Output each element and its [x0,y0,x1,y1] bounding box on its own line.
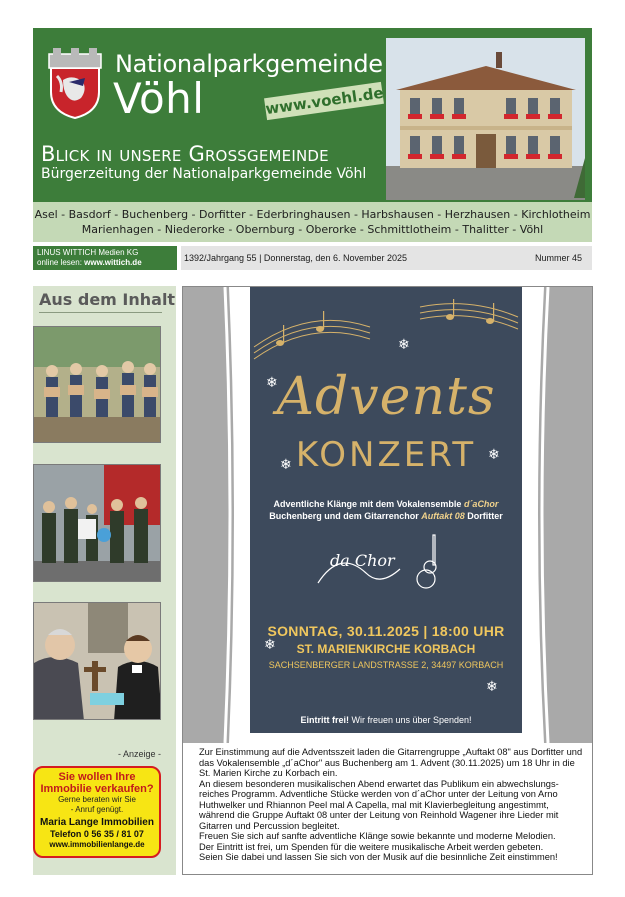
poster-address: SACHSENBERGER LANDSTRASSE 2, 34497 KORBACH [268,660,504,670]
online-url[interactable]: www.wittich.de [84,258,142,267]
coat-of-arms-icon [43,46,107,120]
sidebar-contents [33,286,176,875]
tagline: Bürgerzeitung der Nationalparkgemeinde Vöhl [41,166,367,182]
sidebar-heading: Aus dem Inhalt [39,290,176,309]
photo-award-handover[interactable] [33,602,161,720]
poster-intro-part2: Buchenberg und dem Gitarrenchor [269,511,422,521]
frame-left-panel [183,287,241,743]
town-hall-photo [386,38,585,200]
svg-text:❄: ❄ [280,457,292,473]
subtitle-blick: Blick in unsere Grossgemeinde [41,142,329,166]
article-paragraph: Seien Sie dabei und lassen Sie sich von der Musik auf die besinnliche Zeit einstimmen! [199,852,558,862]
ad-line-2: - Anruf genügt. [70,805,124,814]
svg-text:❄: ❄ [488,447,500,463]
poster-free-entry: Eintritt frei! [300,715,349,725]
places-list [33,202,592,242]
poster-choir-name: d´aChor [463,499,499,509]
title-nationalparkgemeinde: Nationalparkgemeinde [115,50,383,78]
issue-info-bar [33,246,592,270]
article-paragraph: Zur Einstimmung auf die Adventsszeit laden die Gitarrengruppe „Auftakt 08" aus Dorfitter und das Vokalensemble „d´aChor" aus Buchenberg am 1. Advent (30.11.2025) um 18 Uhr in die St. Marien Kirche zu Korbach ein. [199,747,583,778]
photo-children-boxes[interactable] [33,326,161,443]
ad-line-1: Gerne beraten wir Sie [58,795,136,804]
title-voehl: Vöhl [113,74,205,123]
article-paragraph: Freuen Sie sich auf sanfte adventliche Klänge sowie bekannte und moderne Melodien. [199,831,556,841]
ad-url[interactable]: www.immobilienlange.de [49,840,145,849]
places-line-1: Asel - Basdorf - Buchenberg - Dorfitter - Ederbringhausen - Harbshausen - Herzhausen - Kirchlotheim [34,208,591,221]
website-badge[interactable]: www.voehl.de [264,83,385,119]
ad-headline-2: Immobilie verkaufen? [40,783,154,795]
svg-text:❄: ❄ [398,337,410,353]
ad-headline-1: Sie wollen Ihre [58,771,136,783]
real-estate-ad[interactable] [33,766,161,858]
poster-intro [258,498,514,522]
issue-number: Nummer 45 [534,253,582,263]
svg-text:❄: ❄ [486,679,498,695]
publisher-name: LINUS WITTICH Medien KG [37,248,139,257]
photo-fire-brigade[interactable] [33,464,161,582]
ad-company: Maria Lange Immobilien [40,817,154,828]
poster-intro-part3: Dorfitter [464,511,503,521]
svg-text:❄: ❄ [266,375,278,391]
poster-intro-part1: Adventliche Klänge mit dem Vokalensemble [273,499,464,509]
poster-donations: Wir freuen uns über Spenden! [348,715,472,725]
poster-title-advents: Advents [276,367,496,427]
svg-text:❄: ❄ [264,637,276,653]
article-body [199,747,583,863]
poster-venue: ST. MARIENKIRCHE KORBACH [296,642,476,656]
poster-band-name: Auftakt 08 [421,511,465,521]
poster-admission [250,715,522,725]
online-read [37,258,173,268]
issue-details [181,246,592,270]
masthead [33,28,592,242]
advertisement-label: - Anzeige - [117,749,161,759]
article-paragraph: Der Eintritt ist frei, um Spenden für die weitere musikalische Arbeit werden gebeten. [199,841,544,852]
online-label: online lesen: [37,258,82,267]
poster-title-konzert: KONZERT [295,435,477,475]
sidebar-divider [39,312,162,313]
frame-right-panel [528,287,592,743]
article-paragraph: An diesem besonderen musikalischen Abend erwartet das Publikum ein abwechslungs-reiches Programm. Adventliche Stücke werden von d´aChor unter der Leitung von Arno Huthwelker und Rhiannon Peel mal A Capella, mal mit Klavierbegleitung angestimmt, während die Gruppe Auftakt 08 unter der Leitung von Reinhold Wagener ihre Lieder mit Gitarren und Percussion begleitet. [199,778,559,831]
ad-phone[interactable]: Telefon 0 56 35 / 81 07 [50,829,144,839]
places-line-2: Marienhagen - Niederorke - Obernburg - Oberorke - Schmittlotheim - Thalitter - Vöhl [81,223,544,236]
issue-date: 1392/Jahrgang 55 | Donnerstag, den 6. November 2025 [184,253,407,263]
publisher-box [33,246,177,270]
lead-article [182,286,593,875]
choir-logo-text: da Chor [330,551,395,570]
concert-poster[interactable] [250,287,522,733]
poster-date: SONNTAG, 30.11.2025 | 18:00 UHR [267,623,505,639]
